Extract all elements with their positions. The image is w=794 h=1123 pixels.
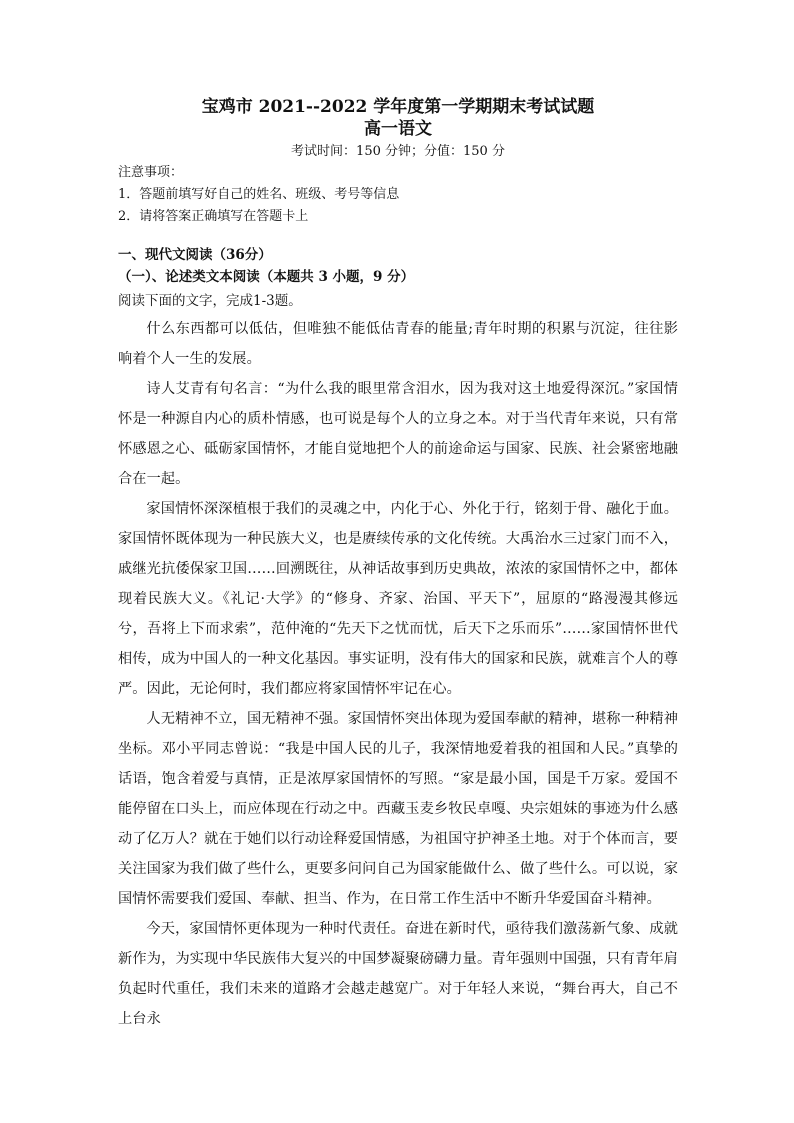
passage-paragraph: 今天，家国情怀更体现为一种时代责任。奋进在新时代，亟待我们激荡新气象、成就新作为，为实现中华民族伟大复兴的中国梦凝聚磅礴力量。青年强则中国强，只有青年肩负起时代重任，我们未来的道路才会越走越宽广。对于年轻人来说，“舞台再大，自己不上台永 xyxy=(118,921,678,1027)
exam-info: 考试时间：150 分钟；分值：150 分 xyxy=(291,144,505,159)
notes-item: 2．请将答案正确填写在答题卡上 xyxy=(118,209,309,224)
exam-subject: 高一语文 xyxy=(364,119,432,139)
notes-item: 1．答题前填写好自己的姓名、班级、考号等信息 xyxy=(118,187,400,202)
section-heading: 一、现代文阅读（36分） xyxy=(118,247,272,263)
exam-title: 宝鸡市 2021--2022 学年度第一学期期末考试试题 xyxy=(201,97,595,117)
passage-paragraph: 诗人艾青有句名言：“为什么我的眼里常含泪水，因为我对这土地爱得深沉。”家国情怀是一种源自内心的质朴情感，也可说是每个人的立身之本。对于当代青年来说，只有常怀感恩之心、砥砺家国情怀，才能自觉地把个人的前途命运与国家、民族、社会紧密地融合在一起。 xyxy=(118,381,678,487)
notes-heading: 注意事项： xyxy=(118,165,184,180)
passage-paragraph: 什么东西都可以低估，但唯独不能低估青春的能量;青年时期的积累与沉淀，往往影响着个人一生的发展。 xyxy=(118,321,678,367)
notes-block xyxy=(118,162,678,228)
passage-paragraph: 人无精神不立，国无精神不强。家国情怀突出体现为爱国奉献的精神，堪称一种精神坐标。邓小平同志曾说：“我是中国人民的儿子，我深情地爱着我的祖国和人民。”真挚的话语，饱含着爱与真情，正是浓厚家国情怀的写照。“家是最小国，国是千万家。爱国不能停留在口头上，而应体现在行动之中。西藏玉麦乡牧民卓嘎、央宗姐妹的事迹为什么感动了亿万人？就在于她们以行动诠释爱国情感，为祖国守护神圣土地。对于个体而言，要关注国家为我们做了些什么，更要多问问自己为国家能做什么、做了些什么。可以说，家国情怀需要我们爱国、奉献、担当、作为，在日常工作生活中不断升华爱国奋斗精神。 xyxy=(118,711,678,907)
passage-paragraph: 家国情怀深深植根于我们的灵魂之中，内化于心、外化于行，铭刻于骨、融化于血。家国情怀既体现为一种民族大义，也是赓续传承的文化传统。大禹治水三过家门而不入，戚继光抗倭保家卫国……回溯既往，从神话故事到历史典故，浓浓的家国情怀之中，都体现着民族大义。《礼记·大学》的“修身、齐家、治国、平天下”，屈原的“路漫漫其修远兮，吾将上下而求索”，范仲淹的“先天下之忧而忧，后天下之乐而乐”……家国情怀世代相传，成为中国人的一种文化基因。事实证明，没有伟大的国家和民族，就难言个人的尊严。因此，无论何时，我们都应将家国情怀牢记在心。 xyxy=(118,501,678,697)
reading-instruction: 阅读下面的文字，完成1-3题。 xyxy=(118,293,302,309)
section-subheading: （一）、论述类文本阅读（本题共 3 小题，9 分） xyxy=(118,269,415,285)
exam-page xyxy=(118,96,678,1034)
